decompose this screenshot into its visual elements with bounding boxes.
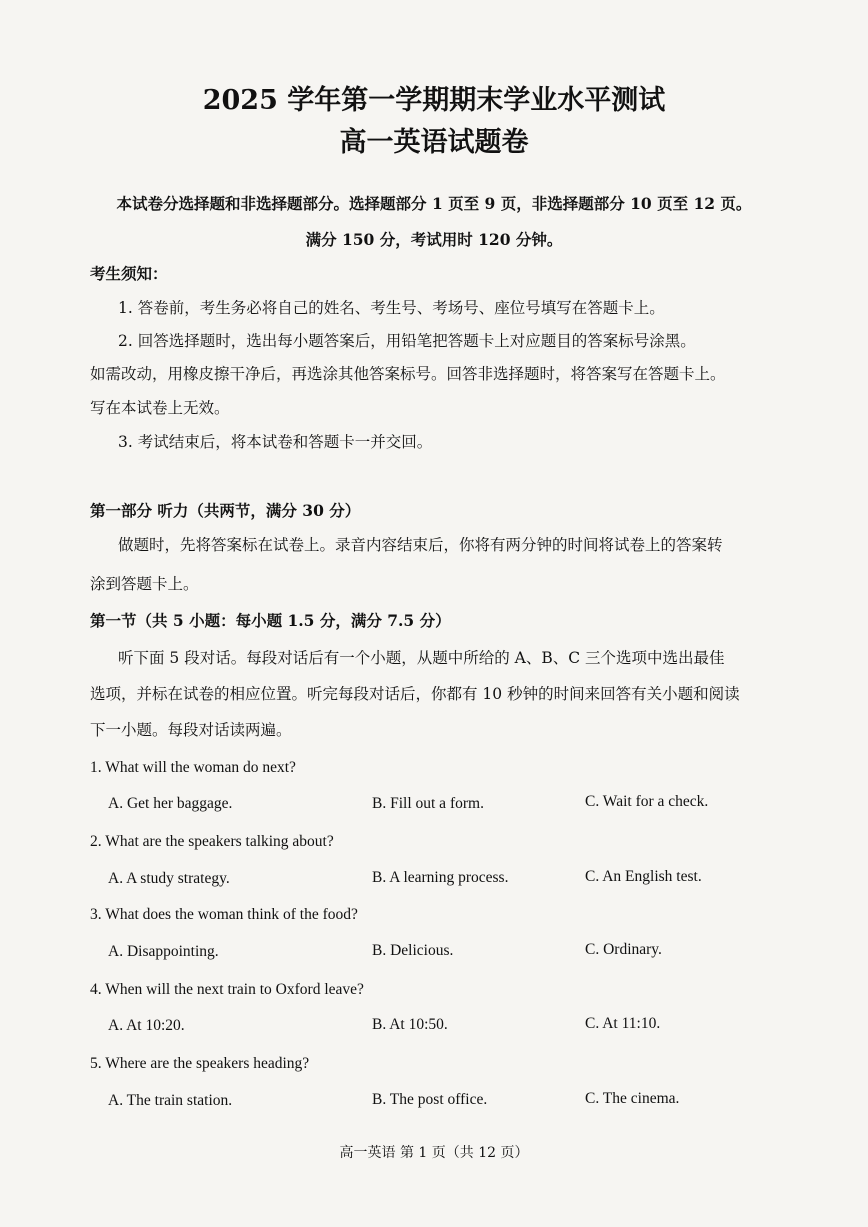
question-2-option-c: C. An English test. [585,868,702,885]
question-1: 1. What will the woman do next? [90,759,296,776]
part1-intro-line1: 做题时，先将答案标在试卷上。录音内容结束后，你将有两分钟的时间将试卷上的答案转 [118,536,723,554]
exam-title: 2025 学年第一学期期末学业水平测试 [202,85,666,116]
question-3: 3. What does the woman think of the food? [90,906,358,923]
question-5-option-c: C. The cinema. [585,1090,680,1107]
exam-intro-line2: 满分 150 分，考试用时 120 分钟。 [305,230,563,249]
section1-intro-line3: 下一小题。每段对话读两遍。 [90,721,292,739]
notice-item-2-line2: 如需改动，用橡皮擦干净后，再选涂其他答案标号。回答非选择题时，将答案写在答题卡上。 [90,365,726,383]
question-4-option-b: B. At 10:50. [372,1016,448,1033]
notice-title: 考生须知： [90,264,168,283]
section1-intro-line2: 选项，并标在试卷的相应位置。听完每段对话后，你都有 10 秒钟的时间来回答有关小题和阅读 [90,685,740,703]
question-5: 5. Where are the speakers heading? [90,1055,310,1072]
section1-title: 第一节（共 5 小题：每小题 1.5 分，满分 7.5 分） [90,611,451,630]
exam-subtitle: 高一英语试题卷 [339,127,529,158]
notice-item-2-line3: 写在本试卷上无效。 [90,399,230,417]
question-5-option-b: B. The post office. [372,1091,488,1108]
exam-intro-line1: 本试卷分选择题和非选择题部分。选择题部分 1 页至 9 页，非选择题部分 10 页至 12 页。 [116,194,752,213]
question-3-option-a: A. Disappointing. [108,943,219,960]
part1-intro-line2: 涂到答题卡上。 [90,575,199,593]
question-1-option-b: B. Fill out a form. [372,795,484,812]
question-4-option-c: C. At 11:10. [585,1015,661,1032]
section1-intro-line1: 听下面 5 段对话。每段对话后有一个小题，从题中所给的 A、B、C 三个选项中选出最佳 [118,649,725,667]
question-2-option-b: B. A learning process. [372,869,509,886]
question-1-option-a: A. Get her baggage. [108,795,233,812]
question-2-option-a: A. A study strategy. [108,870,230,887]
question-4: 4. When will the next train to Oxford leave? [90,981,364,998]
part1-title: 第一部分 听力（共两节，满分 30 分） [90,501,361,520]
question-3-option-b: B. Delicious. [372,942,454,959]
question-5-option-a: A. The train station. [108,1092,233,1109]
question-4-option-a: A. At 10:20. [108,1017,185,1034]
notice-item-3: 3. 考试结束后，将本试卷和答题卡一并交回。 [118,433,433,451]
notice-item-2-line1: 2. 回答选择题时，选出每小题答案后，用铅笔把答题卡上对应题目的答案标号涂黑。 [118,332,696,350]
question-2: 2. What are the speakers talking about? [90,833,334,850]
question-1-option-c: C. Wait for a check. [585,793,709,810]
question-3-option-c: C. Ordinary. [585,941,662,958]
page-footer: 高一英语 第 1 页（共 12 页） [339,1145,529,1161]
notice-item-1: 1. 答卷前，考生务必将自己的姓名、考生号、考场号、座位号填写在答题卡上。 [118,299,665,317]
